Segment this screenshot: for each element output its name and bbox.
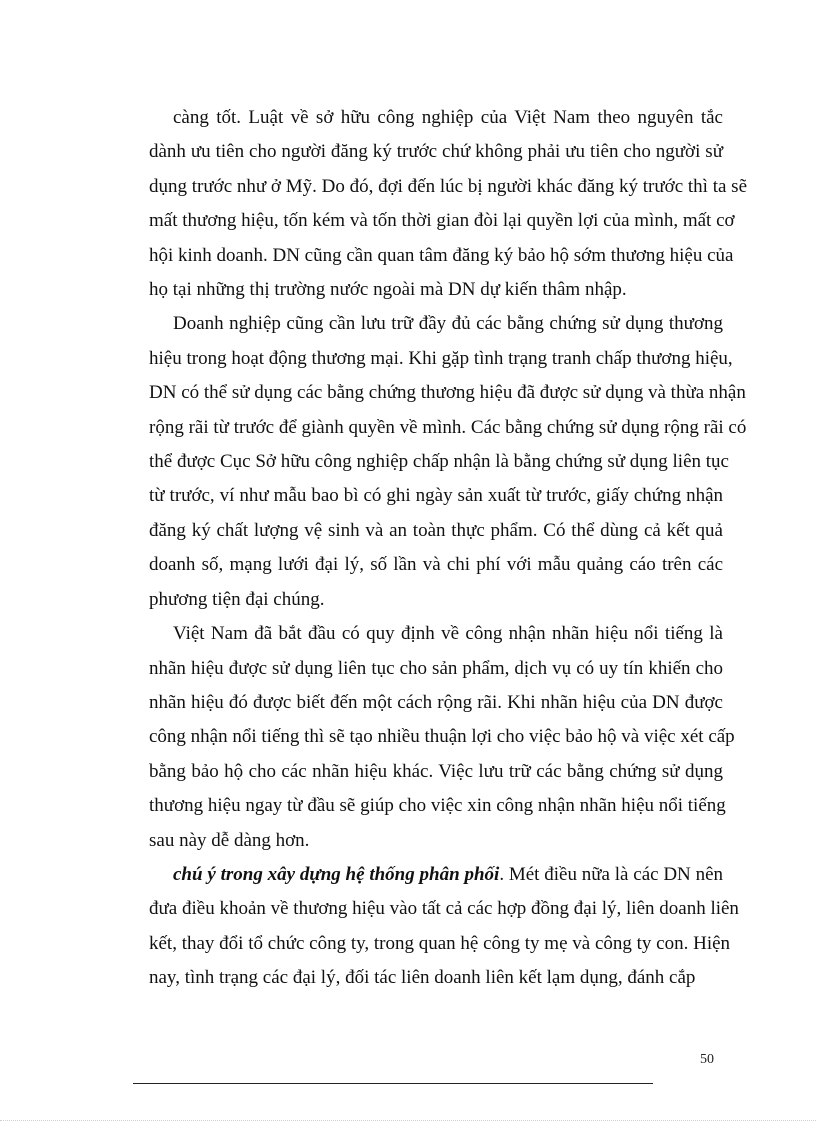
text-line [173, 858, 723, 892]
text-line: hội kinh doanh. DN cũng cần quan tâm đăng ký bảo hộ sớm thương hiệu của [149, 244, 734, 266]
text-line: mất thương hiệu, tốn kém và tốn thời gian đòi lại quyền lợi của mình, mất cơ [149, 210, 735, 232]
page-edge-divider [0, 1120, 816, 1121]
text-line: Doanh nghiệp cũng cần lưu trữ đầy đủ các bằng chứng sử dụng thương [173, 313, 723, 335]
text-line: kết, thay đổi tổ chức công ty, trong quan hệ công ty mẹ và công ty con. Hiện [149, 932, 731, 954]
text-line: họ tại những thị trường nước ngoài mà DN dự kiến thâm nhập. [149, 279, 627, 301]
text-line: rộng rãi từ trước để giành quyền về mình. Các bằng chứng sử dụng rộng rãi có [149, 416, 747, 438]
paragraph-3 [149, 617, 735, 858]
text-line: bằng bảo hộ cho các nhãn hiệu khác. Việc lưu trữ các bằng chứng sử dụng [149, 760, 723, 782]
paragraph-4 [149, 858, 739, 996]
body-text [149, 101, 747, 996]
page-number: 50 [700, 1052, 714, 1067]
text-line: DN có thể sử dụng các bằng chứng thương hiệu đã được sử dụng và thừa nhận [149, 382, 746, 404]
emphasized-heading: chú ý trong xây dựng hệ thống phân phối [173, 863, 500, 885]
text-line: phương tiện đại chúng. [149, 588, 325, 610]
text-line: doanh số, mạng lưới đại lý, số lần và chi phí với mẫu quảng cáo trên các [149, 554, 723, 576]
text-line: đưa điều khoản về thương hiệu vào tất cả các hợp đồng đại lý, liên doanh liên [149, 898, 739, 920]
text-line: đăng ký chất lượng vệ sinh và an toàn thực phẩm. Có thể dùng cả kết quả [149, 519, 723, 541]
text-line: thương hiệu ngay từ đầu sẽ giúp cho việc xin công nhận nhãn hiệu nổi tiếng [149, 795, 726, 817]
footer-rule [133, 1083, 653, 1084]
text-line: thể được Cục Sở hữu công nghiệp chấp nhận là bằng chứng sử dụng liên tục [149, 451, 729, 473]
text-line: công nhận nổi tiếng thì sẽ tạo nhiều thuận lợi cho việc bảo hộ và việc xét cấp [149, 726, 735, 748]
text-line: sau này dễ dàng hơn. [149, 829, 310, 851]
text-line: càng tốt. Luật về sở hữu công nghiệp của Việt Nam theo nguyên tắc [173, 107, 723, 128]
paragraph-1 [149, 101, 747, 307]
text-line: dành ưu tiên cho người đăng ký trước chứ không phải ưu tiên cho người sử [149, 141, 723, 163]
text-line: từ trước, ví như mẫu bao bì có ghi ngày sản xuất từ trước, giấy chứng nhận [149, 485, 723, 507]
lead-text: . Mét điều nữa là các DN nên [499, 863, 724, 885]
text-line: hiệu trong hoạt động thương mại. Khi gặp tình trạng tranh chấp thương hiệu, [149, 347, 733, 369]
paragraph-2 [149, 307, 747, 617]
text-line: nay, tình trạng các đại lý, đối tác liên doanh liên kết lạm dụng, đánh cắp [149, 967, 696, 989]
text-line: Việt Nam đã bắt đầu có quy định về công nhận nhãn hiệu nổi tiếng là [173, 623, 723, 645]
text-line: nhãn hiệu đó được biết đến một cách rộng rãi. Khi nhãn hiệu của DN được [149, 691, 723, 713]
text-line: dụng trước như ở Mỹ. Do đó, đợi đến lúc bị người khác đăng ký trước thì ta sẽ [149, 175, 747, 197]
text-line: nhãn hiệu được sử dụng liên tục cho sản phẩm, dịch vụ có uy tín khiến cho [149, 657, 723, 679]
